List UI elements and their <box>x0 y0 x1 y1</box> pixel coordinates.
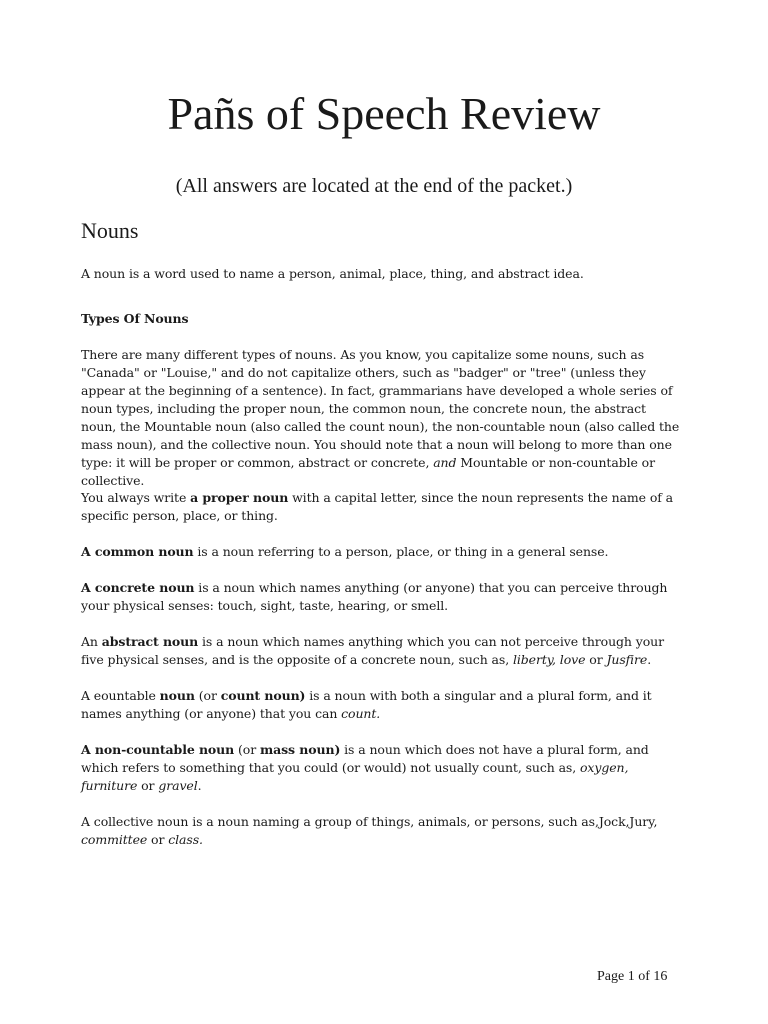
abstract-noun-end: . <box>647 652 652 667</box>
common-noun-text: is a noun referring to a person, place, or thing in a general sense. <box>193 544 609 559</box>
countable-noun-term: noun <box>159 688 195 703</box>
concrete-noun-term: A concrete noun <box>81 580 195 595</box>
proper-noun-pre: You always write <box>81 490 191 505</box>
count-noun-term: count noun) <box>220 688 306 703</box>
mass-noun-term: mass noun) <box>259 742 341 757</box>
concrete-noun-text: is a noun which names anything (or anyone) that you can perceive through your physical senses: touch, sight, taste, hearing, or smell. <box>81 580 668 613</box>
noncountable-noun-end: . <box>197 778 202 793</box>
types-subheading <box>81 310 681 328</box>
abstract-noun-example-1: liberty, love <box>512 652 586 667</box>
noncountable-noun-mid-1: (or <box>234 742 260 757</box>
collective-noun-example-1: committee <box>81 832 148 847</box>
types-intro-paragraph <box>81 346 681 490</box>
collective-noun-paragraph <box>81 813 681 849</box>
types-subheading-text: Types Of Nouns <box>81 311 189 326</box>
collective-noun-text: A collective noun is a noun naming a group of things, animals, or persons, such as,Jock,Jury, <box>81 814 658 829</box>
common-noun-paragraph <box>81 543 681 561</box>
countable-noun-example: count. <box>341 706 381 721</box>
noncountable-noun-or: or <box>137 778 159 793</box>
noncountable-noun-example-2: gravel <box>158 778 198 793</box>
abstract-noun-pre: An <box>81 634 102 649</box>
noncountable-noun-example-1: oxygen, furniture <box>81 760 629 793</box>
types-intro-emphasis: and <box>433 455 457 470</box>
noncountable-noun-text: is a noun which does not have a plural form, and which refers to something that you could (or would) not usually count, such as, <box>81 742 649 775</box>
noncountable-noun-paragraph <box>81 741 681 795</box>
types-intro-text-2: Mountable or non-countable or collective. <box>81 455 655 488</box>
proper-noun-term: a proper noun <box>190 490 289 505</box>
concrete-noun-paragraph <box>81 579 681 615</box>
countable-noun-pre: A eountable <box>81 688 160 703</box>
proper-noun-paragraph <box>81 489 681 525</box>
section-heading-nouns: Nouns <box>81 218 139 243</box>
abstract-noun-paragraph <box>81 633 681 669</box>
noun-definition: A noun is a word used to name a person, animal, place, thing, and abstract idea. <box>81 266 584 281</box>
countable-noun-paragraph <box>81 687 681 723</box>
proper-noun-text: with a capital letter, since the noun represents the name of a specific person, place, or thing. <box>81 490 674 523</box>
page-title: Pañs of Speech Review <box>167 88 601 139</box>
abstract-noun-text: is a noun which names anything which you can not perceive through your five physical senses, and is the opposite of a concrete noun, such as, <box>81 634 664 667</box>
abstract-noun-or: or <box>585 652 607 667</box>
countable-noun-mid-1: (or <box>194 688 221 703</box>
abstract-noun-example-2: Jusfire <box>606 652 648 667</box>
collective-noun-or: or <box>147 832 169 847</box>
countable-noun-text: is a noun with both a singular and a plural form, and it names anything (or anyone) that you can <box>81 688 652 721</box>
common-noun-term: A common noun <box>81 544 194 559</box>
page-number: Page 1 of 16 <box>597 969 668 984</box>
collective-noun-example-2: class. <box>168 832 203 847</box>
abstract-noun-term: abstract noun <box>101 634 199 649</box>
subtitle: (All answers are located at the end of the packet.) <box>175 175 573 197</box>
noncountable-noun-term: A non-countable noun <box>81 742 235 757</box>
types-intro-text-1: There are many different types of nouns. As you know, you capitalize some nouns, such as "Canada" or "Louise," and do not capitalize others, such as "badger" or "tree" (unless they appear at the beginning of a sentence). In fact, grammarians have developed a whole series of noun types, including the proper noun, the common noun, the concrete noun, the abstract noun, the Mountable noun (also called the count noun), the non-countable noun (also called the mass noun), and the collective noun. You should note that a noun will belong to more than one type: it will be proper or common, abstract or concrete, <box>81 347 680 470</box>
